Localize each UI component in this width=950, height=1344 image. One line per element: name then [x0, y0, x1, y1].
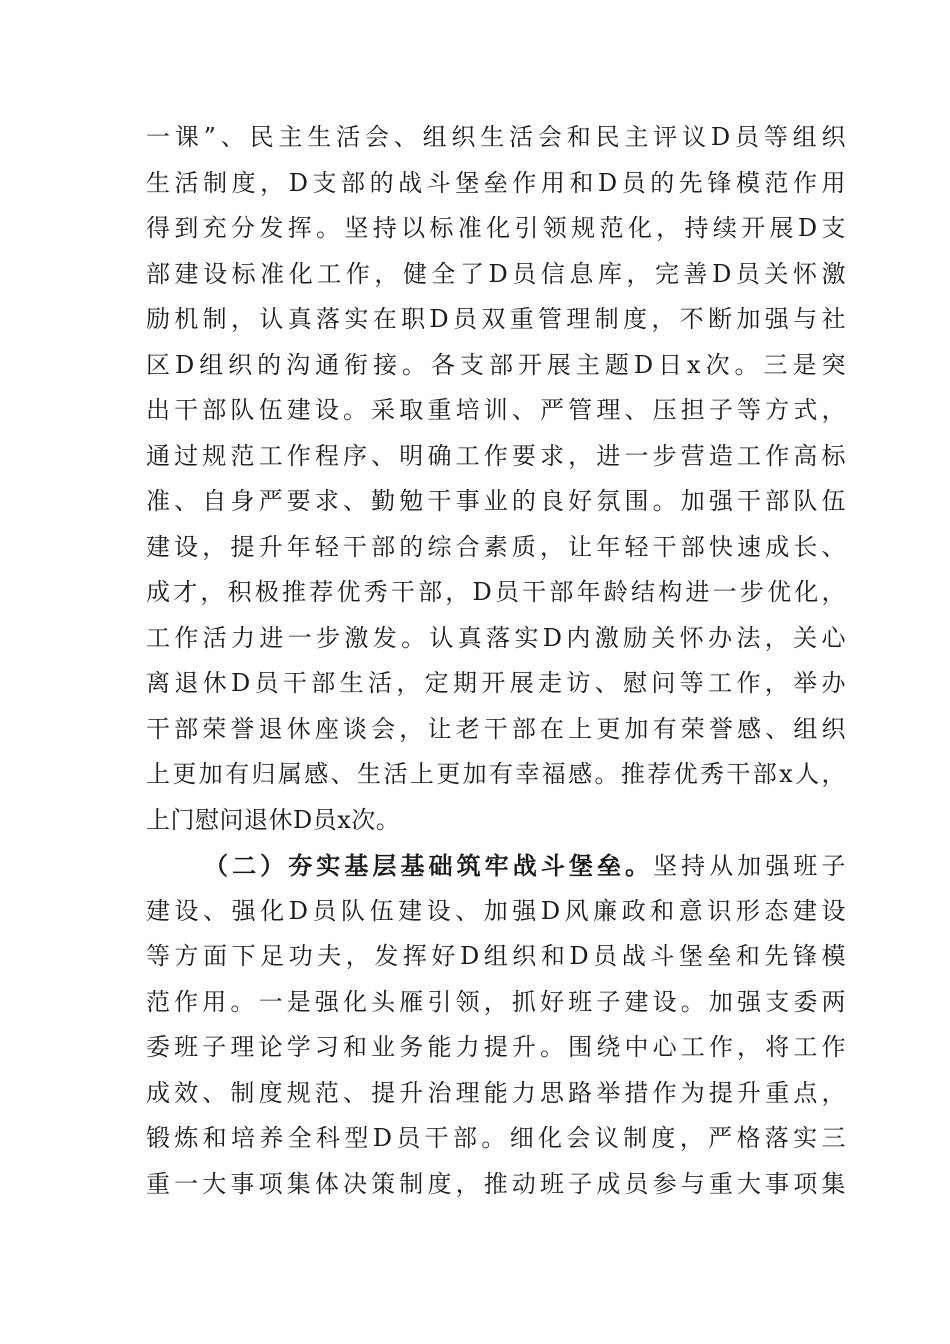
text-line: 成才，积极推荐优秀干部，D员干部年龄结构进一步优化， [146, 578, 846, 606]
section-heading: （二）夯实基层基础筑牢战斗堡垒。 [204, 851, 654, 880]
text-line: 通过规范工作程序、明确工作要求，进一步营造工作高标 [146, 441, 846, 470]
text-line: 上更加有归属感、生活上更加有幸福感。推荐优秀干部x人， [146, 760, 846, 788]
text-line: 成效、制度规范、提升治理能力思路举措作为提升重点， [146, 1078, 846, 1107]
text-line: 准、自身严要求、勤勉干事业的良好氛围。加强干部队伍 [146, 487, 846, 515]
text-line: 锻炼和培养全科型D员干部。细化会议制度，严格落实三 [146, 1124, 846, 1152]
text-line: 建设、强化D员队伍建设、加强D风廉政和意识形态建设 [146, 896, 846, 925]
paragraph-1 [146, 115, 846, 843]
text-line: 生活制度，D支部的战斗堡垒作用和D员的先锋模范作用 [146, 168, 846, 197]
text-line: 工作活力进一步激发。认真落实D内激励关怀办法，关心 [146, 623, 846, 652]
text-line-first [146, 843, 846, 889]
text-line: 一课”、民主生活会、组织生活会和民主评议D员等组织 [146, 123, 846, 151]
text-line: 上门慰问退休D员x次。 [146, 805, 401, 834]
text-line: 等方面下足功夫，发挥好D组织和D员战斗堡垒和先锋模 [146, 942, 846, 970]
text-line: 建设，提升年轻干部的综合素质，让年轻干部快速成长、 [146, 532, 846, 561]
paragraph-2 [146, 843, 846, 1207]
heading-line-rest: 坚持从加强班子 [653, 852, 847, 880]
text-line: 区D组织的沟通衔接。各支部开展主题D日x次。三是突 [146, 350, 846, 379]
document-body [146, 115, 846, 1207]
text-line: 干部荣誉退休座谈会，让老干部在上更加有荣誉感、组织 [146, 714, 846, 743]
text-line: 范作用。一是强化头雁引领，抓好班子建设。加强支委两 [146, 987, 846, 1016]
text-line: 励机制，认真落实在职D员双重管理制度，不断加强与社 [146, 305, 846, 333]
text-line: 部建设标准化工作，健全了D员信息库，完善D员关怀激 [146, 259, 846, 288]
text-line: 得到充分发挥。坚持以标准化引领规范化，持续开展D支 [146, 214, 846, 242]
text-line: 出干部队伍建设。采取重培训、严管理、压担子等方式， [146, 396, 846, 424]
text-line: 重一大事项集体决策制度，推动班子成员参与重大事项集 [146, 1169, 846, 1198]
text-line: 委班子理论学习和业务能力提升。围绕中心工作，将工作 [146, 1033, 846, 1061]
text-line: 离退休D员干部生活，定期开展走访、慰问等工作，举办 [146, 669, 846, 697]
